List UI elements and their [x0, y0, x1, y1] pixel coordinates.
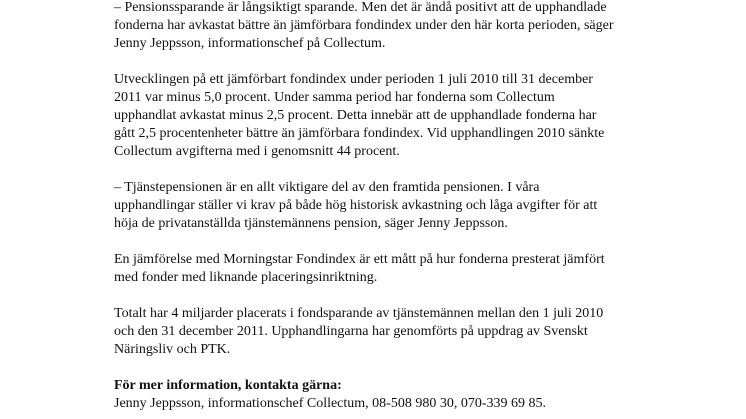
contact-line: Jenny Jeppsson, informationschef Collectum, 08-508 980 30, 070-339 69 85. [114, 396, 547, 411]
contact-section [114, 377, 714, 413]
comparison-paragraph [114, 251, 714, 287]
text-line: gått 2,5 procentenheter bättre än jämförbara fondindex. Vid upphandlingen 2010 sänkte [114, 126, 605, 141]
text-line: Collectum avgifterna med i genomsnitt 44 procent. [114, 144, 400, 159]
total-paragraph [114, 305, 714, 359]
text-line: En jämförelse med Morningstar Fondindex är ett mått på hur fonderna presterat jämfört [114, 252, 605, 267]
text-line: med fonder med liknande placeringsinriktning. [114, 270, 378, 285]
text-line: – Pensionssparande är långsiktigt sparande. Men det är ändå positivt att de upphandlade [114, 0, 607, 15]
text-line: Utvecklingen på ett jämförbart fondindex under perioden 1 juli 2010 till 31 december [114, 72, 593, 87]
performance-paragraph [114, 71, 714, 161]
quote-paragraph-1 [114, 0, 714, 53]
text-line: 2011 var minus 5,0 procent. Under samma period har fonderna som Collectum [114, 90, 555, 105]
text-line: – Tjänstepensionen är en allt viktigare del av den framtida pensionen. I våra [114, 180, 540, 195]
text-line: upphandlat avkastat minus 2,5 procent. Detta innebär att de upphandlade fonderna har [114, 108, 597, 123]
document-body [114, 0, 714, 413]
text-line: höja de privatanställda tjänstemännens pension, säger Jenny Jeppsson. [114, 216, 508, 231]
quote-paragraph-2 [114, 179, 714, 233]
text-line: Näringsliv och PTK. [114, 342, 231, 357]
contact-heading: För mer information, kontakta gärna: [114, 378, 342, 393]
text-line: fonderna har avkastat bättre än jämförbara fondindex under den här korta perioden, säger [114, 18, 614, 33]
text-line: upphandlingar ställer vi krav på både hög historisk avkastning och låga avgifter för att [114, 198, 598, 213]
text-line: Totalt har 4 miljarder placerats i fondsparande av tjänstemännen mellan den 1 juli 2010 [114, 306, 604, 321]
text-line: och den 31 december 2011. Upphandlingarna har genomförts på uppdrag av Svenskt [114, 324, 588, 339]
text-line: Jenny Jeppsson, informationschef på Collectum. [114, 36, 386, 51]
